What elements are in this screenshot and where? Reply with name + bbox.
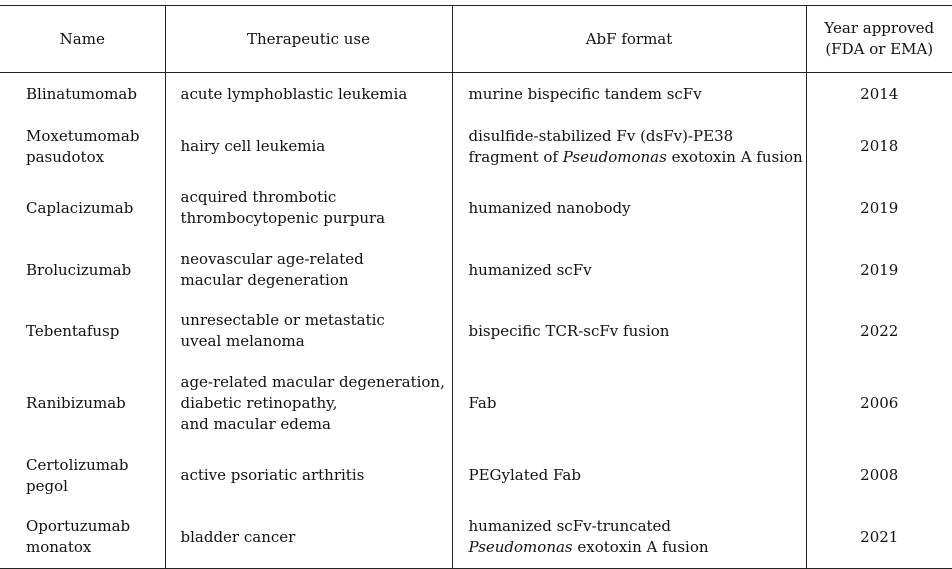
therapeutic-use-line: thrombocytopenic purpura xyxy=(181,208,452,229)
drug-name-cell xyxy=(0,507,165,569)
cropped-caption xyxy=(0,0,952,2)
abf-format-line: disulfide-stabilized Fv (dsFv)-PE38 xyxy=(469,126,806,147)
table-row xyxy=(0,240,952,301)
drug-name-cell xyxy=(0,240,165,301)
header-row xyxy=(0,6,952,73)
table-row xyxy=(0,507,952,569)
therapeutic-use-line: acquired thrombotic xyxy=(181,187,452,208)
drug-name-line: Ranibizumab xyxy=(26,393,165,414)
abf-format-cell xyxy=(452,301,806,362)
year-approved-cell: 2019 xyxy=(806,177,952,240)
therapeutic-use-line: active psoriatic arthritis xyxy=(181,465,452,486)
drug-name-line: Oportuzumab xyxy=(26,516,165,537)
table-row xyxy=(0,177,952,240)
table-row xyxy=(0,301,952,362)
table-row xyxy=(0,362,952,445)
therapeutic-use-cell xyxy=(165,177,452,240)
header-year-line1: Year approved xyxy=(807,18,952,39)
therapeutic-use-cell xyxy=(165,301,452,362)
year-approved-cell: 2021 xyxy=(806,507,952,569)
year-approved-cell: 2022 xyxy=(806,301,952,362)
drug-name-cell xyxy=(0,445,165,507)
abf-format-line: Pseudomonas exotoxin A fusion xyxy=(469,537,806,558)
drug-name-line: Tebentafusp xyxy=(26,321,165,342)
header-year-approved xyxy=(806,6,952,73)
year-approved-cell: 2008 xyxy=(806,445,952,507)
year-approved-cell: 2019 xyxy=(806,240,952,301)
therapeutic-use-line: macular degeneration xyxy=(181,270,452,291)
therapeutic-use-cell xyxy=(165,362,452,445)
abf-format-line: humanized scFv-truncated xyxy=(469,516,806,537)
abf-format-cell xyxy=(452,240,806,301)
therapeutic-use-cell xyxy=(165,445,452,507)
therapeutic-use-line: diabetic retinopathy, xyxy=(181,393,452,414)
abf-format-cell xyxy=(452,445,806,507)
abf-format-cell xyxy=(452,362,806,445)
table-row xyxy=(0,117,952,177)
drug-name-cell xyxy=(0,177,165,240)
therapeutic-use-line: bladder cancer xyxy=(181,527,452,548)
abf-format-line: fragment of Pseudomonas exotoxin A fusion xyxy=(469,147,806,168)
drug-name-cell xyxy=(0,362,165,445)
therapeutic-use-line: neovascular age-related xyxy=(181,249,452,270)
abf-format-cell xyxy=(452,117,806,177)
drug-name-line: pegol xyxy=(26,476,165,497)
drug-name-cell xyxy=(0,73,165,117)
therapeutic-use-cell xyxy=(165,73,452,117)
drug-name-line: pasudotox xyxy=(26,147,165,168)
drug-name-cell xyxy=(0,117,165,177)
drug-name-line: Blinatumomab xyxy=(26,84,165,105)
therapeutic-use-cell xyxy=(165,240,452,301)
table-row xyxy=(0,73,952,117)
therapeutic-use-line: and macular edema xyxy=(181,414,452,435)
year-approved-cell: 2018 xyxy=(806,117,952,177)
therapeutic-use-cell xyxy=(165,507,452,569)
header-year-line2: (FDA or EMA) xyxy=(807,39,952,60)
drug-name-line: monatox xyxy=(26,537,165,558)
abf-format-cell xyxy=(452,177,806,240)
header-abf-format: AbF format xyxy=(452,6,806,73)
drug-name-line: Brolucizumab xyxy=(26,260,165,281)
header-therapeutic-use: Therapeutic use xyxy=(165,6,452,73)
abf-format-cell xyxy=(452,507,806,569)
header-name: Name xyxy=(0,6,165,73)
drug-name-line: Caplacizumab xyxy=(26,198,165,219)
abf-format-line: humanized scFv xyxy=(469,260,806,281)
therapeutic-use-cell xyxy=(165,117,452,177)
abf-format-line: Fab xyxy=(469,393,806,414)
therapeutic-use-line: hairy cell leukemia xyxy=(181,136,452,157)
table-row xyxy=(0,445,952,507)
therapeutic-use-line: acute lymphoblastic leukemia xyxy=(181,84,452,105)
drug-name-line: Certolizumab xyxy=(26,455,165,476)
drug-name-cell xyxy=(0,301,165,362)
abf-format-line: PEGylated Fab xyxy=(469,465,806,486)
drug-name-line: Moxetumomab xyxy=(26,126,165,147)
approved-antibody-fragments-table xyxy=(0,5,952,569)
abf-format-line: bispecific TCR-scFv fusion xyxy=(469,321,806,342)
year-approved-cell: 2006 xyxy=(806,362,952,445)
therapeutic-use-line: uveal melanoma xyxy=(181,331,452,352)
abf-format-line: murine bispecific tandem scFv xyxy=(469,84,806,105)
therapeutic-use-line: age-related macular degeneration, xyxy=(181,372,452,393)
abf-format-cell xyxy=(452,73,806,117)
year-approved-cell: 2014 xyxy=(806,73,952,117)
abf-format-line: humanized nanobody xyxy=(469,198,806,219)
therapeutic-use-line: unresectable or metastatic xyxy=(181,310,452,331)
